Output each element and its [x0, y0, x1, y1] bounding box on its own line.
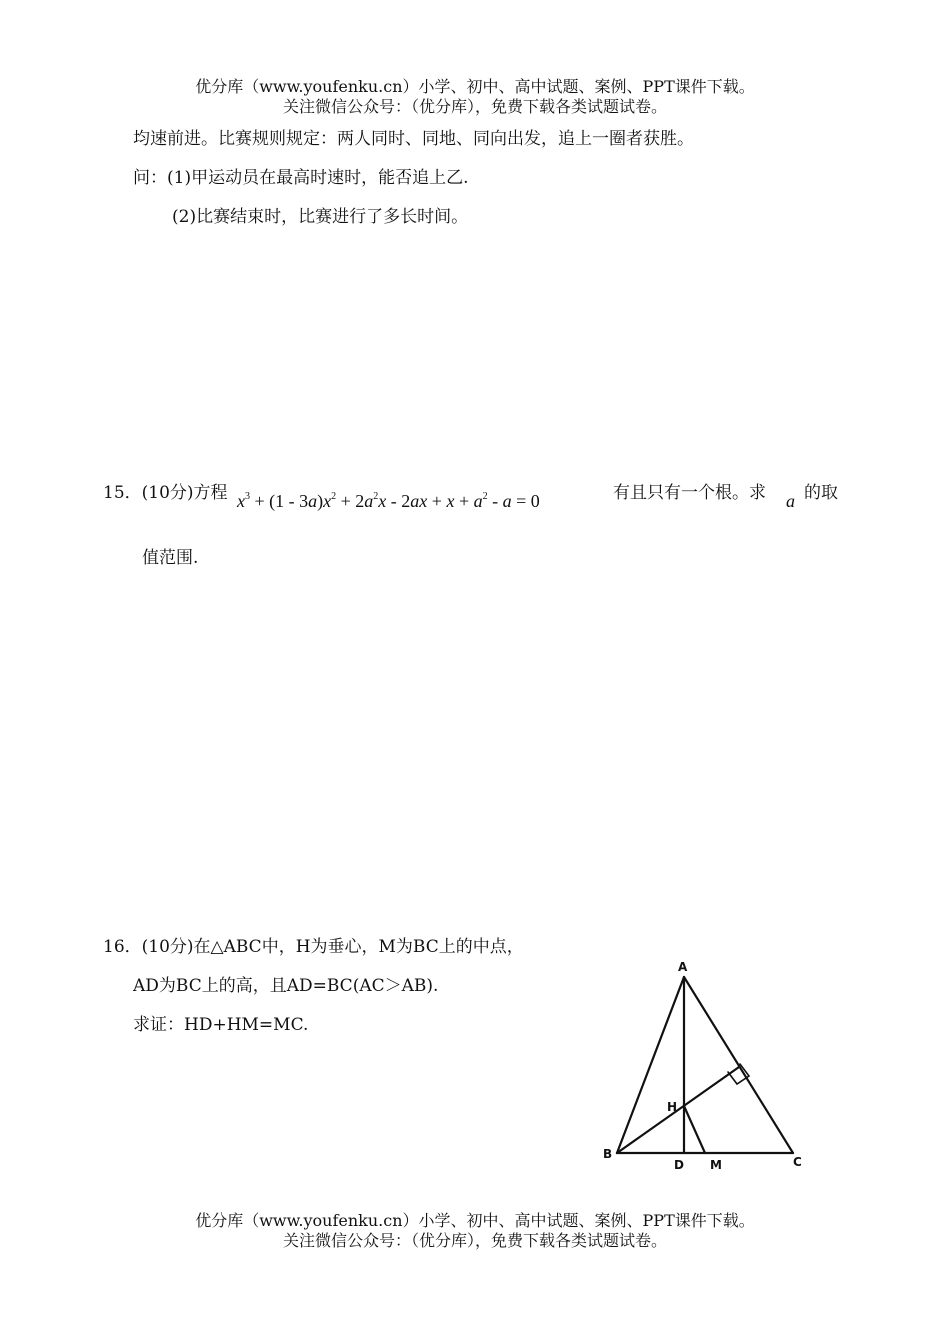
side-ab [617, 977, 684, 1153]
header-line-1: 优分库（www.youfenku.cn）小学、初中、高中试题、案例、PPT课件下载。 [195, 77, 755, 96]
q14-line-2: 问：(1)甲运动员在最高时速时，能否追上乙. [133, 168, 469, 188]
label-b: B [603, 1147, 613, 1161]
label-h: H [667, 1100, 678, 1114]
q15-number: 15．(10分)方程 [103, 483, 228, 503]
q15-equation-tail: 有且只有一个根。求 [613, 483, 766, 503]
footer-line-2: 关注微信公众号：（优分库），免费下载各类试题试卷。 [282, 1231, 667, 1250]
segment-hm [684, 1106, 705, 1153]
q14-line-1: 均速前进。比赛规则规定：两人同时、同地、同向出发，追上一圈者获胜。 [133, 129, 694, 149]
q16-line-1: 16．(10分)在△ABC中，H为垂心，M为BC上的中点， [103, 937, 524, 957]
label-m: M [710, 1158, 722, 1172]
altitude-from-b [617, 1067, 739, 1153]
q16-line-3: 求证：HD+HM=MC. [133, 1015, 309, 1035]
footer-line-1: 优分库（www.youfenku.cn）小学、初中、高中试题、案例、PPT课件下载。 [195, 1211, 755, 1230]
q15-equation: $x^3 + (1 - 3a)x^2 + 2a^2x - 2ax + x + a^2 - a = 0$ [237, 491, 540, 511]
side-ac [684, 977, 793, 1153]
label-c: C [793, 1155, 802, 1169]
header-line-2: 关注微信公众号：（优分库），免费下载各类试题试卷。 [282, 97, 667, 116]
triangle-figure [595, 955, 825, 1175]
q16-line-2: AD为BC上的高，且AD=BC(AC＞AB). [133, 976, 439, 996]
q15-line-2: 值范围. [142, 548, 199, 568]
q14-line-3: (2)比赛结束时，比赛进行了多长时间。 [172, 207, 469, 227]
label-d: D [674, 1158, 684, 1172]
q15-suffix: 的取 [804, 483, 838, 503]
label-a: A [678, 960, 688, 974]
q15-var-a: a [786, 491, 795, 511]
